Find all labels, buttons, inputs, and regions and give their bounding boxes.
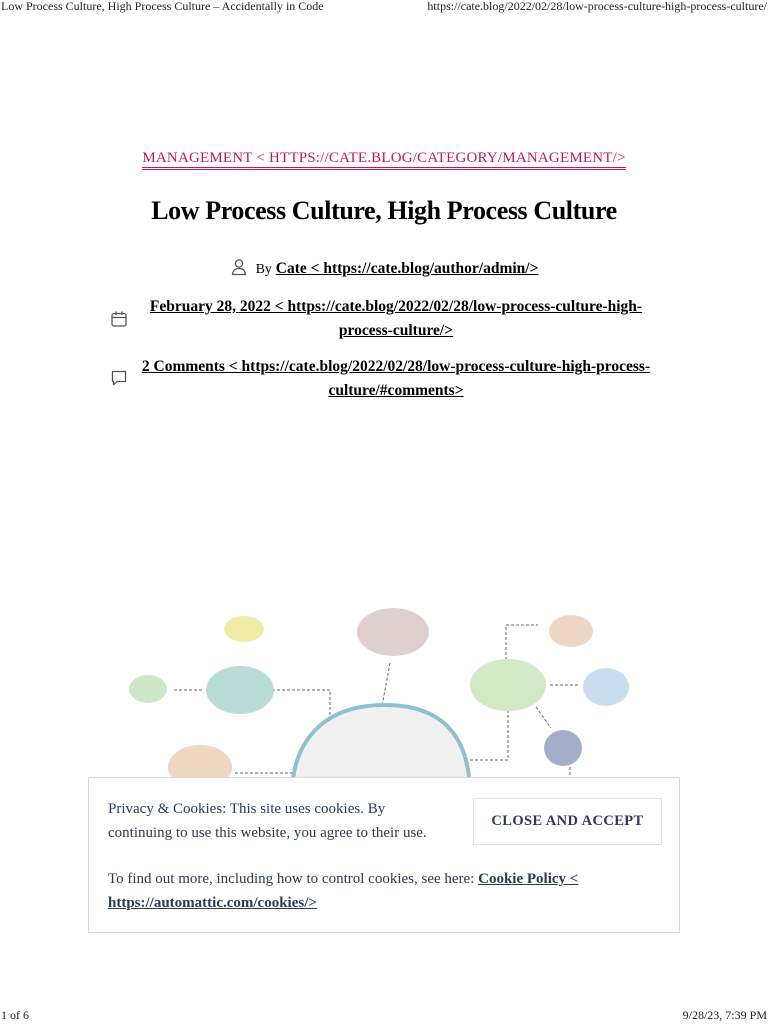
cookie-more-info xyxy=(108,868,648,915)
speech-bubble-icon xyxy=(110,369,128,392)
person-icon xyxy=(230,258,248,281)
print-header-url: https://cate.blog/2022/02/28/low-process-culture-high-process-culture/ xyxy=(427,0,767,13)
cookie-banner xyxy=(88,777,680,933)
cookie-policy-link[interactable]: Cookie Policy < https://automattic.com/cookies/> xyxy=(108,871,579,911)
print-footer-page: 1 of 6 xyxy=(1,1008,29,1022)
post-date xyxy=(148,295,644,343)
author-prefix: By xyxy=(255,262,272,277)
close-and-accept-button[interactable]: CLOSE AND ACCEPT xyxy=(473,798,662,845)
date-link[interactable]: February 28, 2022 < https://cate.blog/2022/02/28/low-process-culture-high-process-culture/> xyxy=(149,298,643,339)
print-header-title: Low Process Culture, High Process Culture – Accidentally in Code xyxy=(1,0,324,13)
calendar-icon xyxy=(110,310,128,333)
cookie-message: Privacy & Cookies: This site uses cookies. By continuing to use this website, you agree to their use. xyxy=(108,801,427,841)
featured-illustration xyxy=(120,595,640,795)
comments-link[interactable]: 2 Comments < https://cate.blog/2022/02/28/low-process-culture-high-process-culture/#comments> xyxy=(141,358,651,399)
print-footer-datetime: 9/28/23, 7:39 PM xyxy=(682,1008,767,1022)
page-title: Low Process Culture, High Process Culture xyxy=(151,196,617,225)
category-label xyxy=(0,150,768,167)
category-link[interactable]: MANAGEMENT < HTTPS://CATE.BLOG/CATEGORY/MANAGEMENT/> xyxy=(142,150,625,170)
cookie-more-prefix: To find out more, including how to control cookies, see here: xyxy=(108,871,475,887)
post-author xyxy=(0,258,768,281)
author-link[interactable]: Cate < https://cate.blog/author/admin/> xyxy=(275,260,539,277)
post-comments xyxy=(140,355,652,403)
